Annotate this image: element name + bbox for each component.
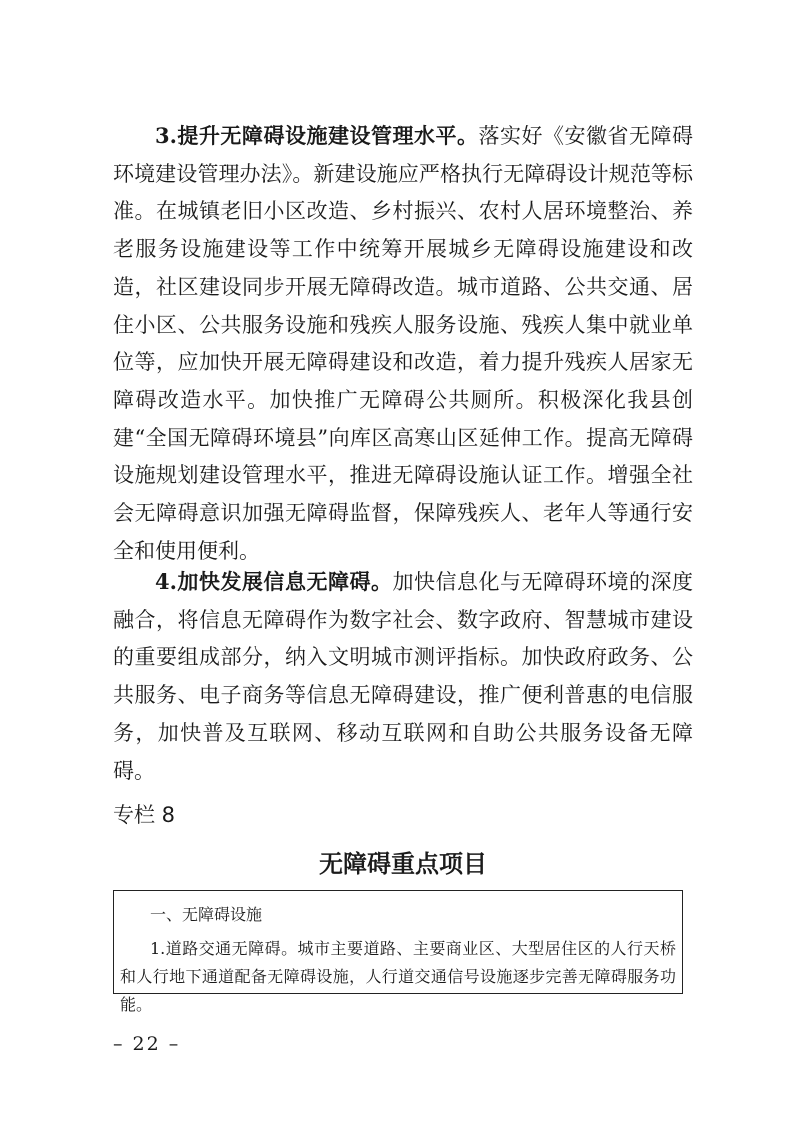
- box-item-text: 1.道路交通无障碍。城市主要道路、主要商业区、大型居住区的人行天桥和人行地下通道配备无障碍设施，人行道交通信号设施逐步完善无障碍服务功能。: [120, 939, 676, 1014]
- page-number: – 22 –: [113, 1033, 181, 1055]
- box-section-heading: 一、无障碍设施: [150, 905, 263, 924]
- column-label: 专栏 8: [113, 803, 176, 827]
- paragraph-accessibility-facilities: [113, 117, 693, 570]
- paragraph-body: 落实好《安徽省无障碍环境建设管理办法》。新建设施应严格执行无障碍设计规范等标准。在城镇老旧小区改造、乡村振兴、农村人居环境整治、养老服务设施建设等工作中统筹开展城乡无障碍设施建设和改造，社区建设同步开展无障碍改造。城市道路、公共交通、居住小区、公共服务设施和残疾人服务设施、残疾人集中就业单位等，应加快开展无障碍建设和改造，着力提升残疾人居家无障碍改造水平。加快推广无障碍公共厕所。积极深化我县创建“全国无障碍环境县”向库区高寒山区延伸工作。提高无障碍设施规划建设管理水平，推进无障碍设施认证工作。增强全社会无障碍意识加强无障碍监督，保障残疾人、老年人等通行安全和使用便利。: [113, 124, 694, 563]
- project-box: [113, 890, 683, 1014]
- paragraph-lead: 4.加快发展信息无障碍。: [155, 569, 393, 594]
- paragraph-body: 加快信息化与无障碍环境的深度融合，将信息无障碍作为数字社会、数字政府、智慧城市建设的重要组成部分，纳入文明城市测评指标。加快政府政务、公共服务、电子商务等信息无障碍建设，推广便利普惠的电信服务，加快普及互联网、移动互联网和自助公共服务设备无障碍。: [113, 570, 693, 783]
- paragraph-lead: 3.提升无障碍设施建设管理水平。: [155, 123, 479, 148]
- box-title: 无障碍重点项目: [319, 849, 487, 878]
- paragraph-information-accessibility: [113, 563, 693, 790]
